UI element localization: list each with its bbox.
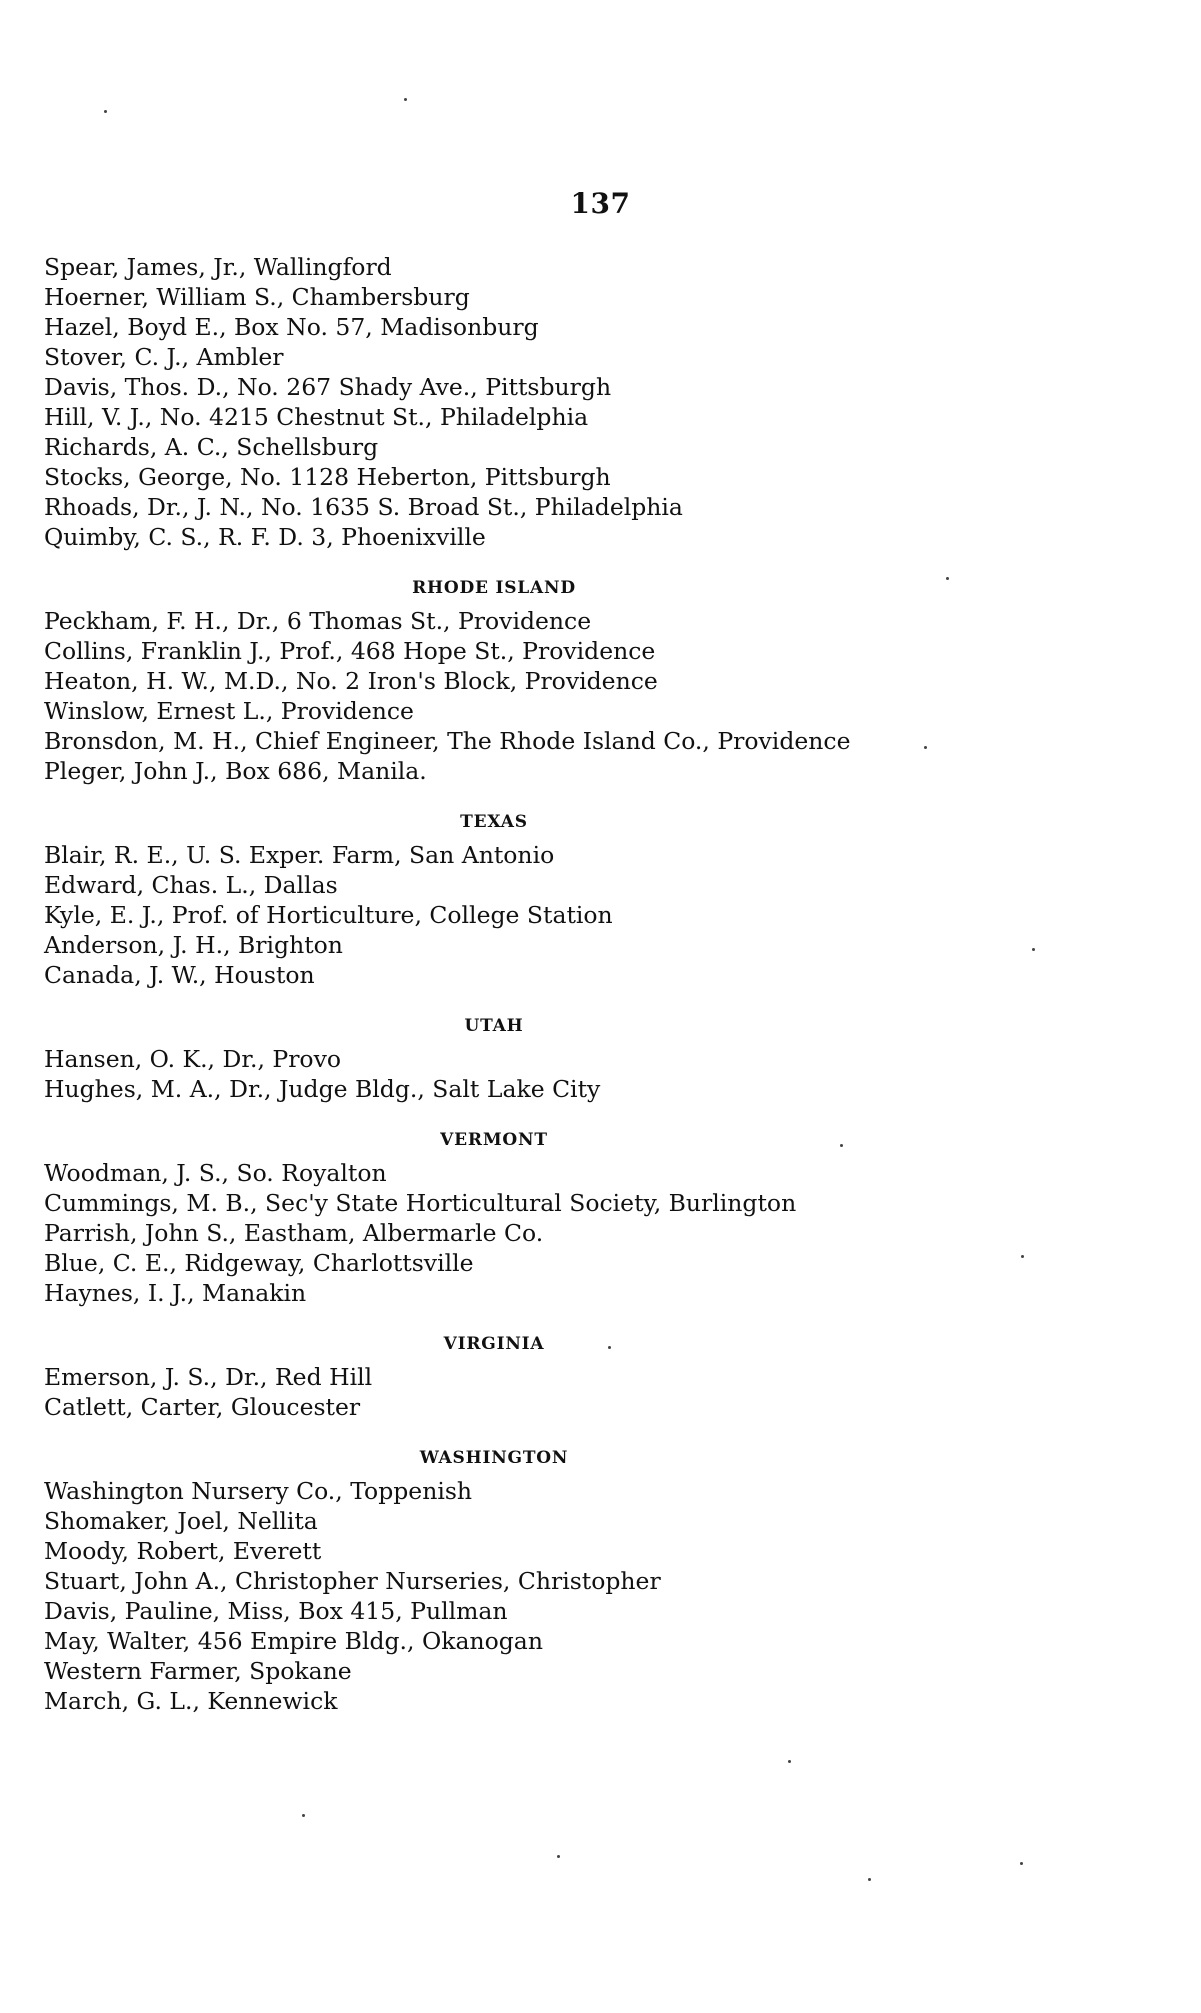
section-washington [44, 1443, 1154, 1716]
section-utah [44, 1011, 1154, 1104]
list-item: Edward, Chas. L., Dallas [44, 871, 338, 899]
list-item: Davis, Pauline, Miss, Box 415, Pullman [44, 1597, 508, 1625]
list-item: Peckham, F. H., Dr., 6 Thomas St., Providence [44, 607, 592, 635]
list-item: Bronsdon, M. H., Chief Engineer, The Rhode Island Co., Providence [44, 727, 851, 755]
list-item: Anderson, J. H., Brighton [44, 931, 343, 959]
list-item: Stocks, George, No. 1128 Heberton, Pittsburgh [44, 463, 611, 491]
list-item: Quimby, C. S., R. F. D. 3, Phoenixville [44, 523, 486, 551]
section-pennsylvania-continued [44, 252, 1154, 552]
section-heading: VERMONT [440, 1130, 548, 1150]
list-item: Spear, James, Jr., Wallingford [44, 253, 392, 281]
page-number: 137 [570, 187, 631, 220]
list-item: Hughes, M. A., Dr., Judge Bldg., Salt Lake City [44, 1075, 601, 1103]
list-item: Emerson, J. S., Dr., Red Hill [44, 1363, 373, 1391]
list-item: Blue, C. E., Ridgeway, Charlottsville [44, 1249, 474, 1277]
list-item: Heaton, H. W., M.D., No. 2 Iron's Block, Providence [44, 667, 658, 695]
list-item: Woodman, J. S., So. Royalton [44, 1159, 387, 1187]
section-heading: VIRGINIA [443, 1334, 545, 1354]
list-item: Western Farmer, Spokane [44, 1657, 352, 1685]
list-item: Blair, R. E., U. S. Exper. Farm, San Antonio [44, 841, 555, 869]
directory-listing [44, 252, 1154, 1716]
scan-speck [868, 1878, 871, 1881]
scan-speck [1032, 948, 1035, 951]
scan-speck [924, 746, 927, 749]
scan-speck [302, 1814, 305, 1817]
list-item: Cummings, M. B., Sec'y State Horticultural Society, Burlington [44, 1189, 797, 1217]
list-item: Kyle, E. J., Prof. of Horticulture, College Station [44, 901, 613, 929]
list-item: Rhoads, Dr., J. N., No. 1635 S. Broad St., Philadelphia [44, 493, 683, 521]
list-item: Pleger, John J., Box 686, Manila. [44, 757, 427, 785]
scan-speck [608, 1346, 611, 1349]
scan-speck [1021, 1255, 1024, 1258]
list-item: Davis, Thos. D., No. 267 Shady Ave., Pittsburgh [44, 373, 612, 401]
scan-speck [840, 1144, 843, 1147]
list-item: Richards, A. C., Schellsburg [44, 433, 379, 461]
list-item: Catlett, Carter, Gloucester [44, 1393, 361, 1421]
section-rhode-island [44, 573, 1154, 786]
list-item: Hazel, Boyd E., Box No. 57, Madisonburg [44, 313, 539, 341]
list-item: Moody, Robert, Everett [44, 1537, 322, 1565]
list-item: March, G. L., Kennewick [44, 1687, 338, 1715]
list-item: Haynes, I. J., Manakin [44, 1279, 307, 1307]
list-item: May, Walter, 456 Empire Bldg., Okanogan [44, 1627, 543, 1655]
scan-speck [1020, 1862, 1023, 1865]
section-vermont [44, 1125, 1154, 1308]
section-texas [44, 807, 1154, 990]
list-item: Collins, Franklin J., Prof., 468 Hope St., Providence [44, 637, 656, 665]
scan-speck [557, 1855, 560, 1858]
scan-speck [788, 1760, 791, 1763]
section-heading: UTAH [464, 1016, 524, 1036]
section-heading: WASHINGTON [419, 1448, 569, 1468]
list-item: Shomaker, Joel, Nellita [44, 1507, 318, 1535]
list-item: Hoerner, William S., Chambersburg [44, 283, 470, 311]
section-virginia [44, 1329, 1154, 1422]
scan-speck [104, 110, 107, 113]
section-heading: TEXAS [460, 812, 528, 832]
scan-speck [404, 98, 407, 101]
scan-speck [946, 577, 949, 580]
list-item: Hansen, O. K., Dr., Provo [44, 1045, 341, 1073]
section-heading: RHODE ISLAND [412, 578, 576, 598]
list-item: Stover, C. J., Ambler [44, 343, 284, 371]
list-item: Winslow, Ernest L., Providence [44, 697, 414, 725]
list-item: Stuart, John A., Christopher Nurseries, Christopher [44, 1567, 661, 1595]
list-item: Hill, V. J., No. 4215 Chestnut St., Philadelphia [44, 403, 589, 431]
list-item: Canada, J. W., Houston [44, 961, 315, 989]
list-item: Washington Nursery Co., Toppenish [44, 1477, 473, 1505]
list-item: Parrish, John S., Eastham, Albermarle Co. [44, 1219, 544, 1247]
